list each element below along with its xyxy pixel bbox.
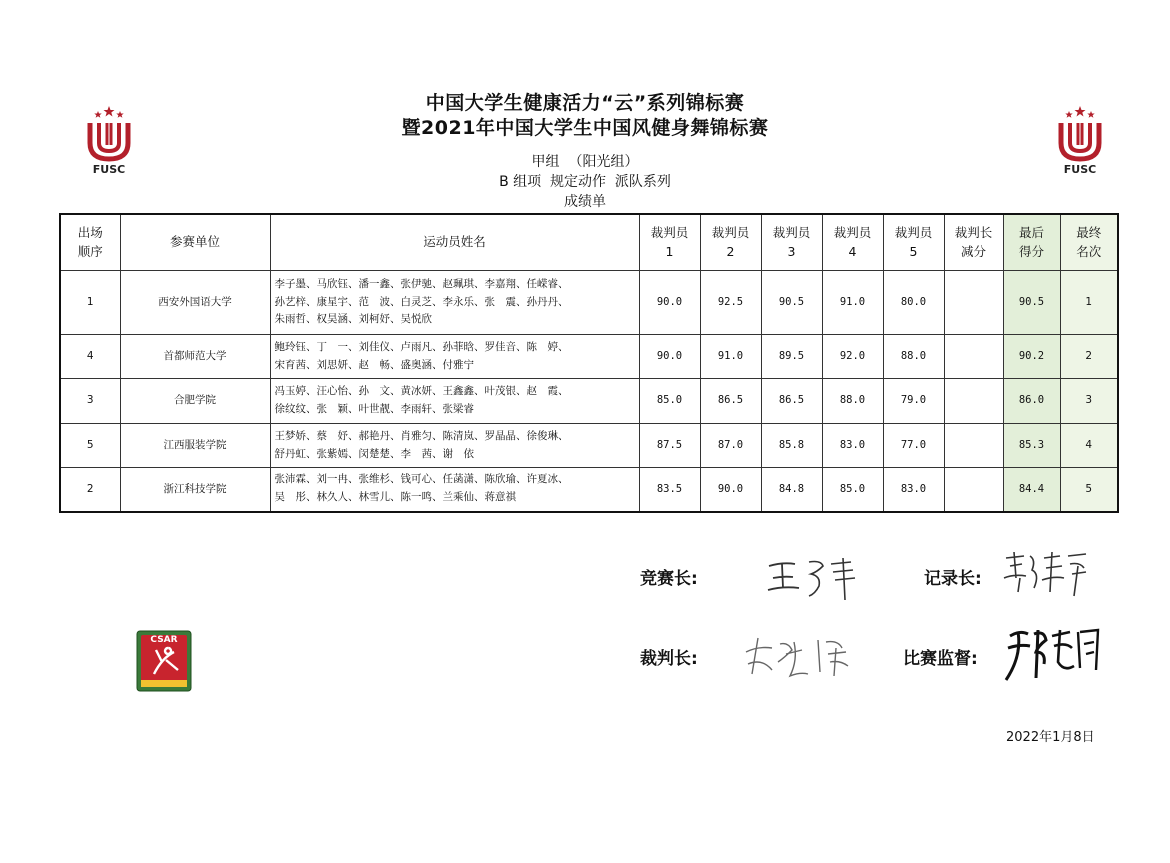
supervisor-label: 比赛监督: [903, 649, 978, 669]
cell-order: 2 [60, 468, 120, 512]
chief-referee-label: 裁判长: [640, 649, 698, 669]
issue-date: 2022年1月8日 [1006, 730, 1095, 745]
event-label: B 组项 规定动作 派队系列 [499, 174, 671, 190]
table-row [60, 271, 1118, 335]
cell-judge-4: 92.0 [822, 335, 883, 379]
cell-judge-1: 90.0 [639, 335, 700, 379]
cell-unit: 江西服装学院 [120, 424, 270, 468]
supervisor-signature [1000, 622, 1105, 684]
header-judge-4: 裁判员 4 [822, 214, 883, 271]
cell-judge-3: 86.5 [761, 379, 822, 424]
doc-type-label: 成绩单 [564, 194, 606, 210]
cell-judge-4: 85.0 [822, 468, 883, 512]
cell-judge-5: 77.0 [883, 424, 944, 468]
cell-judge-5: 88.0 [883, 335, 944, 379]
cell-judge-3: 90.5 [761, 271, 822, 335]
cell-judge-1: 90.0 [639, 271, 700, 335]
cell-order: 3 [60, 379, 120, 424]
cell-judge-3: 85.8 [761, 424, 822, 468]
cell-judge-1: 85.0 [639, 379, 700, 424]
cell-judge-1: 83.5 [639, 468, 700, 512]
cell-judge-4: 88.0 [822, 379, 883, 424]
cell-judge-5: 80.0 [883, 271, 944, 335]
cell-judge-4: 83.0 [822, 424, 883, 468]
cell-final-score: 86.0 [1003, 379, 1060, 424]
cell-final-score: 85.3 [1003, 424, 1060, 468]
cell-judge-2: 90.0 [700, 468, 761, 512]
cell-judge-2: 92.5 [700, 271, 761, 335]
cell-judge-2: 86.5 [700, 379, 761, 424]
cell-unit: 浙江科技学院 [120, 468, 270, 512]
title-line-1: 中国大学生健康活力“云”系列锦标赛 [425, 92, 745, 114]
fusc-logo-text: FUSC [92, 163, 126, 176]
csar-logo-text: CSAR [150, 635, 178, 645]
cell-judge-3: 89.5 [761, 335, 822, 379]
csar-logo [136, 630, 192, 692]
header-deduction: 裁判长 减分 [944, 214, 1003, 271]
header-final-rank: 最终 名次 [1060, 214, 1118, 271]
chief-competition-label: 竞赛长: [640, 569, 698, 589]
cell-final-score: 84.4 [1003, 468, 1060, 512]
cell-order: 5 [60, 424, 120, 468]
cell-final-rank: 5 [1060, 468, 1118, 512]
cell-final-score: 90.5 [1003, 271, 1060, 335]
cell-unit: 合肥学院 [120, 379, 270, 424]
header-athletes: 运动员姓名 [270, 214, 639, 271]
header-row [60, 214, 1118, 271]
cell-judge-2: 87.0 [700, 424, 761, 468]
group-label: 甲组 （阳光组） [531, 154, 639, 170]
results-table [59, 213, 1119, 513]
cell-deduction [944, 379, 1003, 424]
cell-athletes: 冯玉婷、汪心怡、孙 文、黄冰妍、王鑫鑫、叶茂银、赵 霞、 徐纹纹、张 颖、叶世靓、李雨轩、张梁睿 [270, 379, 639, 424]
table-row [60, 379, 1118, 424]
table-row [60, 335, 1118, 379]
cell-deduction [944, 424, 1003, 468]
cell-judge-5: 83.0 [883, 468, 944, 512]
cell-final-rank: 1 [1060, 271, 1118, 335]
cell-final-rank: 2 [1060, 335, 1118, 379]
cell-judge-3: 84.8 [761, 468, 822, 512]
cell-final-rank: 4 [1060, 424, 1118, 468]
cell-athletes: 张沛霖、刘一冉、张维杉、钱可心、任菡潇、陈欣瑜、许夏冰、 吴 彤、林久人、林雪儿、陈一鸣、兰乘仙、蒋意祺 [270, 468, 639, 512]
cell-athletes: 李子墨、马欣钰、潘一鑫、张伊驰、赵珮琪、李嘉翔、任嵘睿、 孙艺梓、康星宇、范 波、白灵芝、李永乐、张 震、孙丹丹、 朱雨哲、权昊涵、刘柯妤、吴悦欣 [270, 271, 639, 335]
cell-order: 4 [60, 335, 120, 379]
cell-order: 1 [60, 271, 120, 335]
cell-final-score: 90.2 [1003, 335, 1060, 379]
chief-recorder-label: 记录长: [924, 569, 982, 589]
table-row [60, 468, 1118, 512]
header-order: 出场 顺序 [60, 214, 120, 271]
header-unit: 参赛单位 [120, 214, 270, 271]
header-judge-1: 裁判员 1 [639, 214, 700, 271]
cell-deduction [944, 271, 1003, 335]
header-judge-5: 裁判员 5 [883, 214, 944, 271]
cell-unit: 首都师范大学 [120, 335, 270, 379]
title-line-2: 暨2021年中国大学生中国风健身舞锦标赛 [401, 117, 769, 139]
cell-athletes: 鲍玲钰、丁 一、刘佳仪、卢雨凡、孙菲晗、罗佳音、陈 婷、 宋育茜、刘思妍、赵 畅、盛奥涵、付雅宁 [270, 335, 639, 379]
chief-referee-signature [742, 630, 857, 685]
cell-deduction [944, 335, 1003, 379]
fusc-logo-text: FUSC [1063, 163, 1097, 176]
cell-unit: 西安外国语大学 [120, 271, 270, 335]
header-judge-3: 裁判员 3 [761, 214, 822, 271]
cell-judge-5: 79.0 [883, 379, 944, 424]
chief-competition-signature [765, 550, 865, 605]
cell-judge-1: 87.5 [639, 424, 700, 468]
cell-final-rank: 3 [1060, 379, 1118, 424]
header-judge-2: 裁判员 2 [700, 214, 761, 271]
cell-athletes: 王梦娇、蔡 妤、郝艳丹、肖雅匀、陈清岚、罗晶晶、徐俊琳、 舒丹虹、张紫嫣、闵楚楚、李 茜、谢 依 [270, 424, 639, 468]
cell-judge-4: 91.0 [822, 271, 883, 335]
cell-deduction [944, 468, 1003, 512]
chief-recorder-signature [1000, 548, 1090, 600]
header-final-score: 最后 得分 [1003, 214, 1060, 271]
cell-judge-2: 91.0 [700, 335, 761, 379]
table-row [60, 424, 1118, 468]
